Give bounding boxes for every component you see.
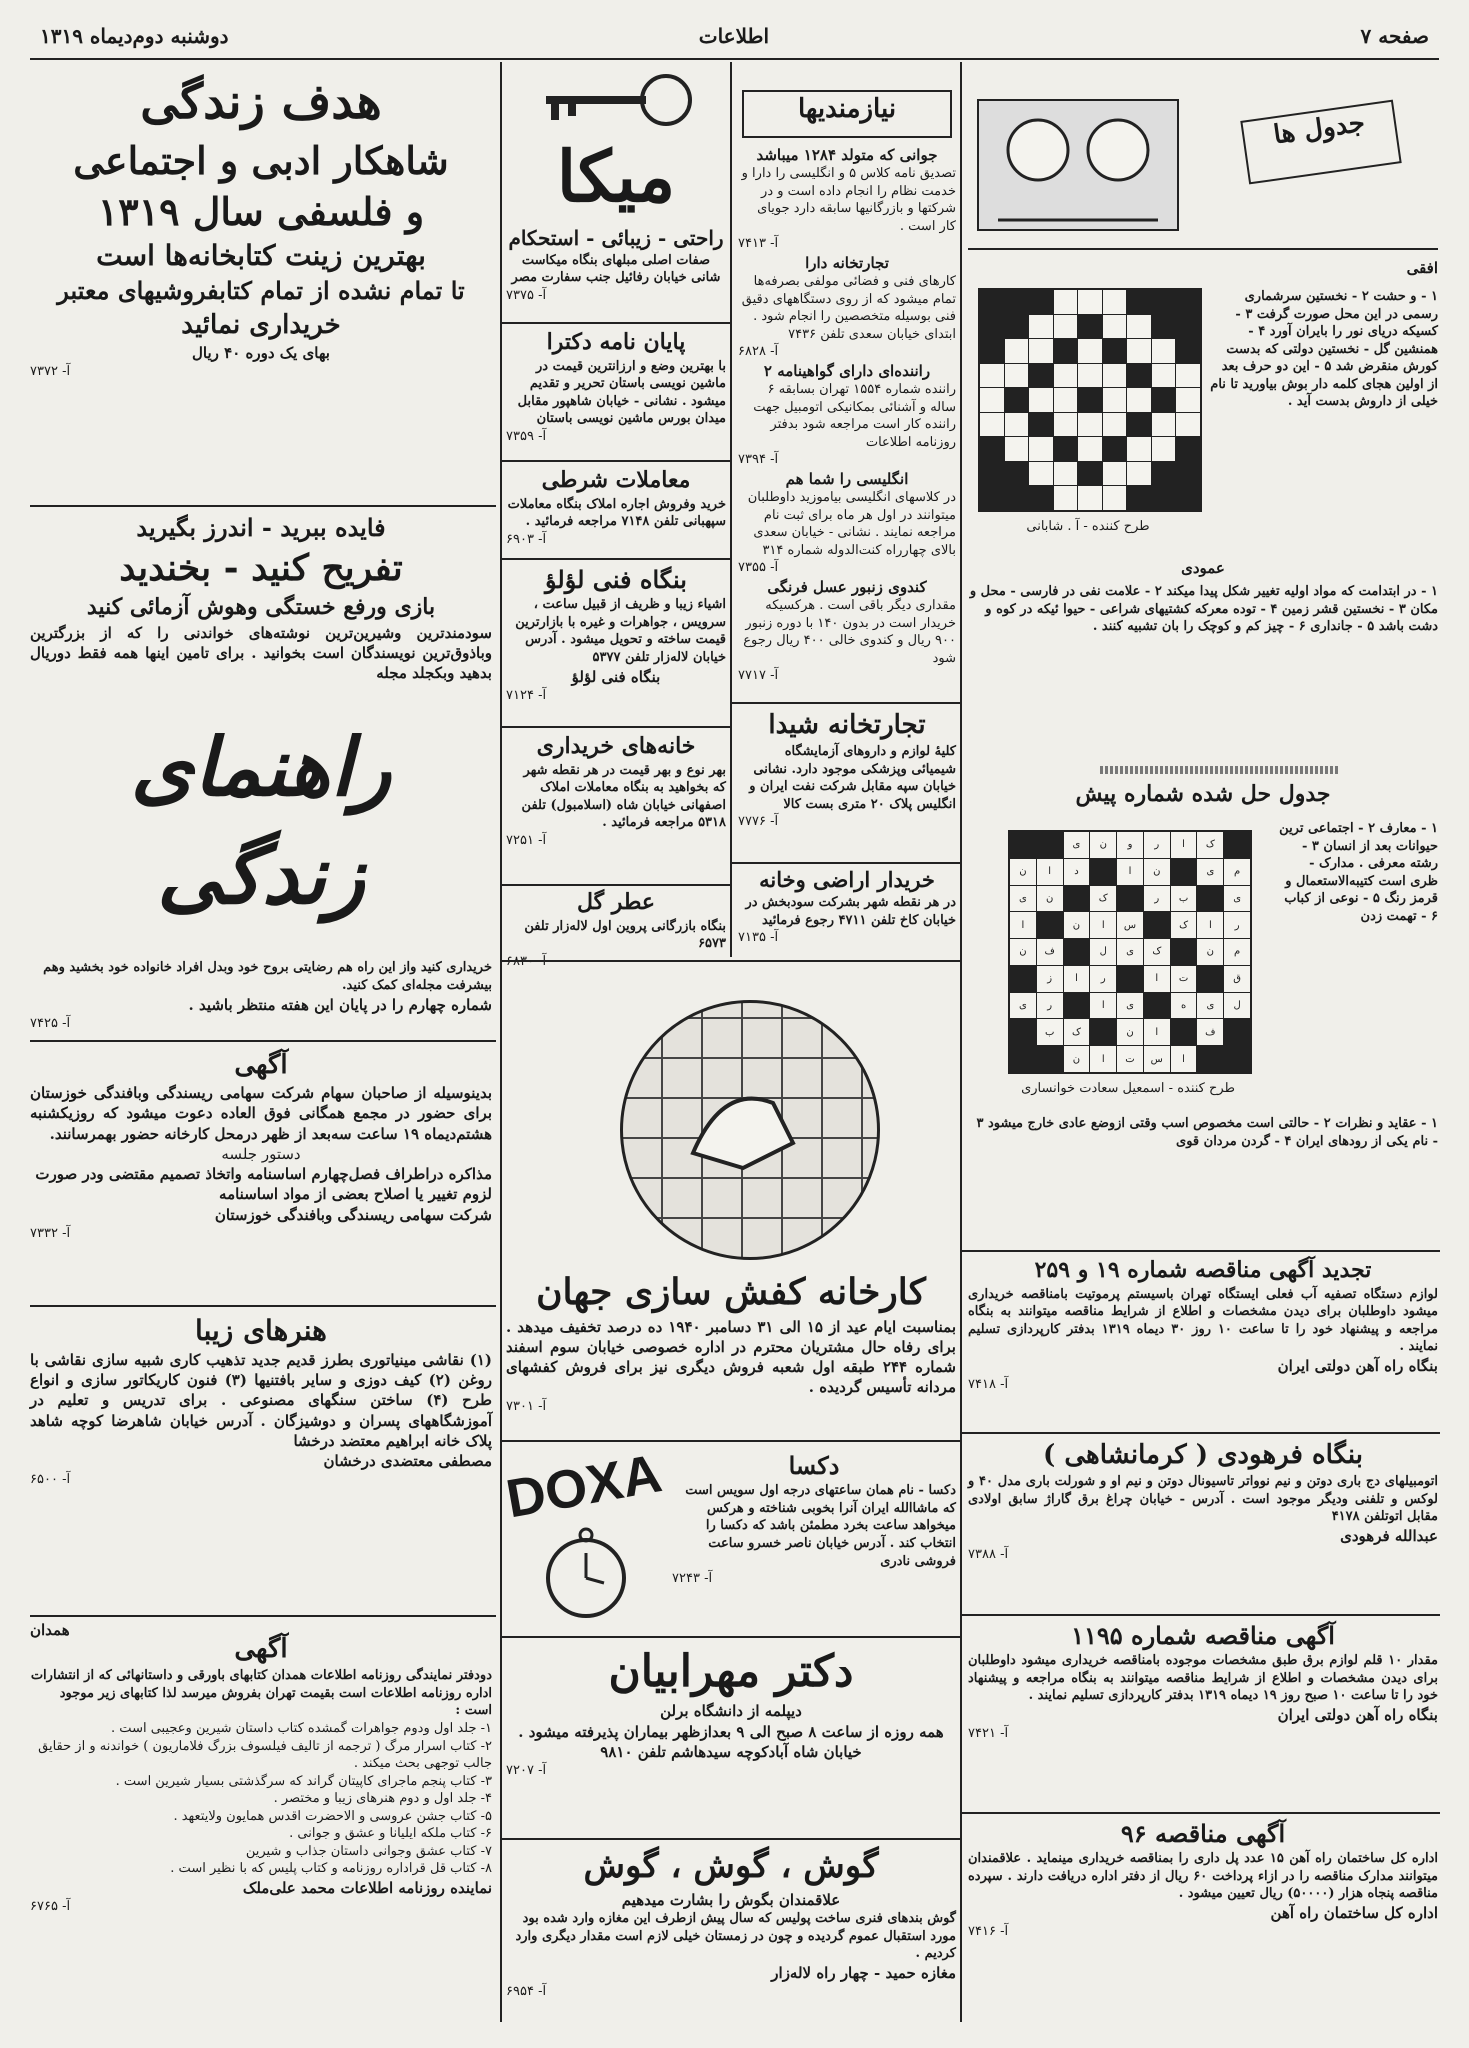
ad-line: شاهکار ادبی و اجتماعی: [73, 137, 449, 183]
list-item: ۸- کتاب قل قراداره روزنامه و کتاب پلیس که با نظیر است .: [170, 1861, 492, 1877]
ad-honarhaye-ziba: [30, 1312, 492, 1612]
ad-subtitle: دستور جلسه: [221, 1144, 301, 1163]
ad-code: آ- ۷۲۰۷: [506, 1763, 547, 1779]
ad-code: آ- ۷۳۳۲: [30, 1225, 71, 1241]
section-title: جدول ها: [1271, 107, 1367, 151]
ad-body: بنگاه بازرگانی پروین اول لاله‌زار تلفن ۶۵۷۳: [524, 918, 726, 952]
ad-title: تجارتخانه دارا: [805, 253, 889, 272]
ad-title: خانه‌های خریداری: [536, 733, 696, 759]
ad-title: انگلیسی را شما هم: [785, 469, 909, 488]
ad-sign: نماینده روزنامه اطلاعات محمد علی‌ملک: [242, 1878, 492, 1897]
list-item: ۷- کتاب عشق وجوانی داستان جذاب و شیرین: [245, 1843, 492, 1859]
ad-title: جوانی که متولد ۱۲۸۴ میباشد: [756, 146, 938, 164]
section-rule: [30, 1615, 496, 1617]
section-rule: [732, 702, 960, 704]
ad-title: معاملات شرطی: [541, 467, 691, 493]
ad-kafsh-jahan: [506, 1268, 956, 1438]
list-item: ۳- کتاب پنجم ماجرای کاپیتان گراند که سرگذشتی بسیار شیرین است .: [115, 1773, 492, 1789]
shoe-icon: [683, 1073, 803, 1183]
ad-line: تا تمام نشده از تمام کتابفروشیهای معتبر: [57, 276, 465, 306]
ad-code: آ- ۶۷۶۵: [30, 1899, 71, 1915]
ad-body: (۱) نقاشی مینیاتوری بطرز قدیم جدید تذهیب کاری شبیه سازی نقاشی با روغن (۲) کیف دوزی و سایر بافتنیها (۳) فنون کاریکاتور سازی و انواع طرح (۴) ساختن سنگهای مصنوعی . برای تدریس و تعلیم در آموزشگاههای پسران و دوشیزگان . آدرس خیابان شاهرضا کوچه شاهد پلاک خانه ابراهیم معتضد درخشا: [30, 1350, 492, 1450]
ad-title: هدف زندگی: [140, 74, 382, 130]
ad-body: با بهترین وضع و ارزانترین قیمت در ماشین نویسی باستان تحریر و تقدیم میشود . نشانی - خیابان شاهپور مقابل میدان بورس ماشین نویسی باستان: [517, 358, 726, 427]
ad-body: دودفتر نمایندگی روزنامه اطلاعات همدان کتابهای باورقی و داستانهائی که از انتشارات اداره روزنامه اطلاعات است بقیمت تهران بفروش میرسد لذا کتابهای زیر موجود است :: [30, 1668, 492, 1719]
ad-title: پایان نامه دکترا: [546, 329, 686, 355]
ad-body: اشیاء زیبا و ظریف از قبیل ساعت ، سرویس ، جواهرات و غیره با بازارترین قیمت ساخته و تحویل میشود . آدرس خیابان لاله‌زار تلفن ۵۳۷۷: [515, 597, 726, 666]
ad-code: آ- ۶۵۰۰: [30, 1472, 71, 1488]
brand-name: DOXA: [501, 1443, 666, 1530]
section-rule: [502, 1838, 960, 1840]
ad-niazmandiha: [738, 145, 956, 705]
crossword-clues-current: [968, 258, 1438, 698]
ad-body: سودمندترین وشیرین‌ترین نوشته‌های خواندنی را که از بزرگترین وباذوق‌ترین نویسندگان است بخوانید . برای تامین اینها همه فقط دوریال بدهید وبکجلد مجله: [30, 623, 492, 683]
section-rule: [502, 1440, 960, 1442]
ad-sign: مصطفی معتضدی درخشان: [323, 1452, 492, 1471]
section-rule: [502, 726, 730, 728]
ad-line: و فلسفی سال ۱۳۱۹: [97, 189, 425, 235]
list-item: ۶- کتاب ملکه ایلیانا و عشق و جوانی .: [289, 1826, 492, 1842]
clue-text: ۱ - عقاید و نظرات ۲ - حالتی است مخصوص اسب وقتی ازوضع عادی خارج میشود ۳ - نام یکی از رودهای ایران ۴ - گردن مردان قوی: [976, 1116, 1438, 1149]
section-rule: [962, 1432, 1440, 1434]
ad-body: مقدار ۱۰ قلم لوازم برق طبق مشخصات موجوده بامناقصه خریداری میشود داوطلبان برای دیدن مشخصات و اطلاع از شرایط مناقصه میتوانند به بنگاه مراجعه و پیشنهاد خود را تا ساعت ۱۰ صبح روز ۱۹ دیماه ۱۳۱۹ بدفتر کارپردازی تسلیم نمایند .: [968, 1653, 1439, 1704]
ad-title: آگهی: [234, 1634, 288, 1665]
ad-agenda: مذاکره دراطراف فصل‌چهارم اساسنامه واتخاذ تصمیم مقتضی ودر صورت لزوم تغییر یا اصلاح بعضی از مواد اساسنامه: [35, 1165, 492, 1204]
ad-monaqese-259: [968, 1256, 1438, 1431]
ad-title: دکسا: [788, 1451, 840, 1480]
ad-title: گوش ، گوش ، گوش: [583, 1846, 879, 1886]
section-rule: [502, 322, 730, 324]
section-rule: [502, 460, 730, 462]
section-rule: [502, 960, 960, 962]
ad-code: آ- ۷۳۸۸: [968, 1546, 1009, 1562]
niazmandiha-banner: [742, 90, 952, 138]
ad-hadaf-zendegi: [30, 70, 492, 510]
ad-body: تصدیق نامه کلاس ۵ و انگلیسی را دارا و خدمت نظام را انجام داده است و در شرکتها و بازرگانیها سابقه دارد جویای کار است .: [741, 166, 956, 234]
clue-text: ۱ - و حشت ۲ - نخستین سرشماری رسمی در این محل صورت گرفت ۳ - کسیکه دریای نور را بایران آورد ۴ - همنشین گل - نخستین دولتی که بدست کورش منقرض شد ۵ - این دو حرف بعد از اولین هجای کلمه دار بوش بیاورید تا نام خیلی از داروش بدست آید .: [1210, 289, 1438, 410]
ad-body: همه روزه از ساعت ۸ صبح الی ۹ بعدازظهر بیماران پذیرفته میشود . خیابان شاه آبادکوچه سیدهاشم تلفن ۹۸۱۰: [518, 1722, 944, 1761]
ad-body: کارهای فنی و فضائی مولفی بصرفه‌ها تمام میشود که از روی دستگاههای دقیق فنی بوسیله متخصصین را انجام شود . ابتدای خیابان سعدی تلفن ۷۴۳۶: [741, 274, 956, 342]
ad-body: لوازم دستگاه تصفیه آب فعلی ایستگاه تهران باسیستم پرموتیت بامناقصه خریداری میشود داوطلبان برای دیدن مشخصات و اطلاع از شرایط مناقصه میتوانند به بنگاه مراجعه و پیشنهاد خود را تا ساعت ۱۰ روز ۳۰ دیماه ۱۳۱۹ بدفتر کارپردازی تسلیم نمایند .: [968, 1286, 1438, 1355]
crossword-credit: طرح کننده - اسمعیل سعادت خوانساری: [1021, 1081, 1235, 1096]
list-item: ۲- کتاب اسرار مرگ ( ترجمه از تالیف فیلسوف بزرگ فلاماریون ) خواندنه و از حقایق جالب توجهی بحث میکند .: [38, 1738, 492, 1772]
ad-sign: شرکت سهامی ریسندگی وبافندگی خوزستان: [214, 1205, 492, 1224]
magazine-logo: راهنمای زندگی: [130, 720, 392, 923]
globe-illustration: [620, 1000, 880, 1260]
ad-code: آ- ۷۳۵۹: [506, 428, 547, 444]
ad-sub: علاقمندان بگوش را بشارت میدهیم: [621, 1890, 841, 1909]
crossword-grid: [978, 288, 1202, 512]
ad-code: آ- ۷۳۵۵: [738, 560, 779, 576]
ad-mika: [506, 70, 726, 320]
ad-top: فایده ببرید - اندرز بگیرید: [136, 513, 386, 542]
ad-title: دکتر مهرابیان: [608, 1646, 854, 1697]
paper-name: اطلاعات: [698, 24, 769, 48]
ad-code: آ- ۷۲۵۱: [506, 832, 547, 848]
column-rule: [730, 62, 732, 957]
clue-text: ۱ - در ابتدامت که مواد اولیه تغییر شکل پیدا میکند ۲ - علامت نفی در فارسی - محل و مکان ۳ - نخستین قشر زمین ۴ - توده معرکه کشتیهای شراعی - حیوا ئیکه در کوه و دشت باشد ۵ - جانداری ۶ - چیز کم و کوچک را بان تشبیه کنند .: [969, 584, 1438, 635]
crossword-credit: طرح کننده - آ . شابانی: [1026, 519, 1150, 534]
ad-body: صفات اصلی مبلهای بنگاه میکاست شانی خیابان رفائیل جنب سفارت مصر: [511, 252, 721, 286]
ad-tail: خریداری کنید واز این راه هم رضایتی بروح خود وبدل افراد خانواده خود بخشید وهم بیشرفت مجله‌ای کمک کنید.: [43, 960, 492, 993]
ad-farhoudi: [968, 1438, 1438, 1613]
ad-code: آ- ۷۱۳۵: [738, 930, 779, 946]
ad-line: خریداری نمائید: [181, 309, 341, 340]
ad-atr-gol: [506, 888, 726, 958]
ad-sub: بازی ورفع خستگی وهوش آزمائی کنید: [86, 593, 436, 620]
ad-rahnamaye-zendegi: [30, 512, 492, 1032]
pocket-watch-icon: [536, 1523, 636, 1623]
ad-body: اتومبیلهای دج باری دوتن و نیم نوواتر تاسیونال دوتن و نیم او و شورلت باری مدل ۴۰ و لوکس و تلفنی ودیگر موجود است . آدرس - خیابان چراغ برق گاراژ سابق اولادی مقابل اتوتلفن ۴۱۷۸: [968, 1474, 1438, 1525]
clue-heading: عمودی: [1181, 559, 1225, 577]
section-rule: [962, 1250, 1440, 1252]
list-item: ۵- کتاب جشن عروسی و الاحضرت اقدس همایون ولایتعهد .: [173, 1808, 492, 1824]
ad-code: آ- ۷۳۷۵: [506, 287, 547, 303]
section-rule: [962, 1812, 1440, 1814]
issue-date: دوشنبه دوم‌دیماه ۱۳۱۹: [40, 24, 229, 48]
ad-title: تفریح کنید - بخندید: [119, 547, 403, 590]
section-title: نیازمندیها: [797, 94, 897, 124]
crossword-title-box: [1240, 100, 1401, 185]
ad-title: آگهی مناقصه ۹۶: [1120, 1819, 1286, 1848]
ad-dr-mehrabian: [506, 1642, 956, 1832]
ad-doxa: [672, 1450, 956, 1630]
brand-name: میکا: [556, 135, 676, 218]
list-item: ۴- جلد اول و دوم هنرهای زیبا و مختصر .: [273, 1791, 492, 1807]
ad-monaqese-96: [968, 1818, 1438, 2023]
ad-code: آ- ۷۴۱۳: [738, 236, 779, 252]
crossword-solved: [968, 780, 1438, 1250]
ad-sign: بنگاه فنی لؤلؤ: [571, 667, 661, 686]
ad-title: خریدار اراضی وخانه: [759, 867, 935, 892]
ad-code: آ- ۶۹۰۳: [506, 531, 547, 547]
section-rule: [30, 1040, 496, 1042]
cartoon-illustration: [968, 70, 1188, 240]
separator-x: [1100, 766, 1340, 774]
crossword-grid-solved: ک ا ر و ن ی م ی ن ا د ا ن ی ب ر ک ن ی ر ا ک س ا ن ا م ن ک ی ل ف ن ق ت ا ر ا ز ل ی ه ی ا ر ی ف ا ن ک ب ا س ت ا ن: [1008, 830, 1252, 1074]
ad-code: آ- ۷۳۰۱: [506, 1398, 547, 1414]
section-rule: [962, 1614, 1440, 1616]
crossword-header: [968, 70, 1438, 250]
ad-body: در کلاسهای انگلیسی بیاموزید داوطلبان میتوانند در اول هر ماه برای ثبت نام مراجعه نمایند . نشانی - خیابان سعدی بالای چهارراه کنت‌الدوله شماره ۳۱۴: [747, 490, 956, 558]
ad-title: آگهی: [234, 1050, 288, 1080]
ad-code: آ- ۷۴۲۵: [30, 1015, 71, 1031]
ad-shidaa: [738, 708, 956, 863]
ad-loolo: [506, 564, 726, 724]
clue-text: ۱ - معارف ۲ - اجتماعی ترین حیوانات بعد از انسان ۳ - رشته معرفی . مدارک - ظری است کتیبه‌الاستعمال و قرمز رنگ ۵ - نوعی از کباب ۶ - تهمت زدن: [1279, 821, 1438, 924]
ad-aradi: [738, 866, 956, 958]
section-rule: [732, 862, 960, 864]
ad-code: آ- ۷۷۱۷: [738, 668, 779, 684]
ad-moamelat: [506, 466, 726, 556]
ad-body: گوش بندهای فنری ساخت پولیس که سال پیش ازطرف این مغازه وارد شده بود مورد استقبال عموم گردیده و چون در زمستان خیلی لازم است مقدار دیگری وارد کردیم .: [515, 1911, 956, 1962]
ad-title: هنرهای زیبا: [195, 1314, 327, 1347]
ad-title: عطر گل: [576, 889, 656, 915]
ad-code: آ- ۷۲۴۳: [672, 1571, 713, 1587]
ad-notice: شماره چهارم را در پایان این هفته منتظر باشید .: [188, 995, 492, 1014]
ad-body: کلیهٔ لوازم و داروهای آزمایشگاه شیمیائی وپزشکی موجود دارد. نشانی خیابان سپه مقابل شرکت نفت ایران و انگلیس پلاک ۲۰ متری بست کالا: [749, 744, 956, 812]
ad-body: خرید وفروش اجاره املاک بنگاه معاملات سپهبانی تلفن ۷۱۴۸ مراجعه فرمائید .: [507, 496, 726, 530]
doxa-logo: [501, 1443, 666, 1630]
ad-code: آ- ۶۹۵۴: [506, 1984, 547, 2000]
ad-body: بمناسبت ایام عید از ۱۵ الی ۳۱ دسامبر ۱۹۴۰ ده درصد تخفیف میدهد . برای رفاه حال مشتریان محترم در اداره خصوصی خیابان سوم اسفند شماره ۲۴۴ طبقه اول شعبه فروش دیگری نیز برای فروش کفشهای مردانه تأسیس گردیده .: [506, 1317, 957, 1397]
ad-hamadan: [30, 1620, 492, 2020]
ad-title: تجارتخانه شیدا: [768, 710, 926, 740]
ad-code: آ- ۶۸۲۸: [738, 344, 779, 360]
page-number: صفحه ۷: [1360, 24, 1429, 48]
ad-title: کندوی زنبور عسل فرنگی: [767, 577, 927, 596]
section-rule: [502, 558, 730, 560]
ad-title: آگهی مناقصه شماره ۱۱۹۵: [1071, 1621, 1335, 1650]
section-rule: [502, 884, 730, 886]
ad-body: بهر نوع و بهر قیمت در هر نقطه شهر که بخواهید به بنگاه معاملات املاک اصفهانی خیابان شاه (اسلامبول) تلفن ۵۳۱۸ مراجعه فرمائید .: [521, 762, 726, 831]
column-rule: [960, 62, 962, 2022]
section-rule: [30, 505, 496, 507]
ad-code: آ- ۷۷۷۶: [738, 814, 779, 830]
list-item: ۱- جلد اول ودوم جواهرات گمشده کتاب داستان شیرین وعجیبی است .: [111, 1720, 492, 1736]
header-rule: [30, 58, 1439, 60]
ad-title: تجدید آگهی مناقصه شماره ۱۹ و ۲۵۹: [1034, 1257, 1372, 1283]
ad-body: اداره کل ساختمان راه آهن ۱۵ عدد پل داری را بمناقصه خریداری مینماید . علاقمندان میتوانند مدارک مناقصه را در ازاء پرداخت ۶۰ ریال از دفتر اداره دریافت دارند . سپرده مناقصه پنجاه هزار (۵۰۰۰۰) ریال تعیین میشود .: [968, 1851, 1439, 1902]
ad-code: آ- ۷۴۲۱: [968, 1726, 1009, 1742]
ad-body: در هر نقطه شهر بشرکت سودبخش در خیابان کاخ تلفن ۴۷۱۱ رجوع فرمائید: [745, 895, 956, 928]
ad-code: آ- ۷۴۱۶: [968, 1924, 1009, 1940]
ad-line: بهترین زینت کتابخانه‌ها است: [96, 239, 426, 273]
ad-goosh: [506, 1844, 956, 2024]
ad-title: راننده‌ای دارای گواهینامه ۲: [763, 361, 931, 380]
column-rule: [500, 62, 502, 2022]
ad-sign: اداره کل ساختمان راه آهن: [1270, 1904, 1438, 1923]
ad-code: آ- ۷۳۹۴: [738, 452, 779, 468]
ad-code: آ- ۷۳۷۲: [30, 363, 71, 379]
ad-khanehha: [506, 732, 726, 882]
ad-slogan: راحتی - زیبائی - استحکام: [508, 225, 724, 250]
section-rule: [30, 1305, 496, 1307]
ad-title: کارخانه کفش سازی جهان: [536, 1271, 926, 1313]
ad-sub: دیپلمه از دانشگاه برلن: [660, 1702, 802, 1721]
ad-code: آ- ۷۱۲۴: [506, 687, 547, 703]
ad-title: بنگاه فنی لؤلؤ: [545, 565, 687, 594]
ad-payan-name: [506, 328, 726, 458]
ad-sign: عبدالله فرهودی: [1340, 1526, 1438, 1545]
ad-body: دکسا - نام همان ساعتهای درجه اول سویس است که ماشاالله ایران آنرا بخوبی شناخته و هرکس میخواهد ساعت بخرد مطمئن باشد که دکسا را انتخاب کند . آدرس خیابان ناصر خسرو ساعت فروشی نادری: [685, 1483, 956, 1569]
clue-heading: افقی: [1406, 259, 1438, 277]
ad-code: آ- ۷۴۱۸: [968, 1377, 1009, 1393]
section-title: جدول حل شده شماره پیش: [1075, 781, 1331, 807]
ad-monaqese-1195: [968, 1620, 1438, 1810]
ad-title: بنگاه فرهودی ( کرمانشاهی ): [1043, 1440, 1363, 1470]
ad-sign: مغازه حمید - چهار راه لاله‌زار: [771, 1963, 956, 1982]
ad-city: همدان: [30, 1621, 70, 1639]
section-rule: [502, 1636, 960, 1638]
ad-body: بدینوسیله از صاحبان سهام شرکت سهامی ریسندگی وبافندگی خوزستان برای حضور در مجمع همگانی فوق العاده دعوت میشود که روزیکشنبه هشتم‌دیماه ۱۹ ساعت سه‌بعد از ظهر درمحل کارخانه حضور بهمرسانند.: [30, 1084, 492, 1143]
ad-body: راننده شماره ۱۵۵۴ تهران بسابقه ۶ ساله و آشنائی بمکانیکی اتومبیل جهت راننده کار است مراجعه شود بدفتر روزنامه اطلاعات: [753, 382, 956, 450]
ad-sahami-notice: [30, 1048, 492, 1298]
ad-sign: بنگاه راه آهن دولتی ایران: [1277, 1356, 1438, 1375]
ad-sign: بنگاه راه آهن دولتی ایران: [1277, 1706, 1438, 1725]
ad-body: مقداری دیگر باقی است . هرکسیکه خریدار است در بدون ۱۴۰ با دوره زنبور ۹۰۰ ریال و کندوی خالی ۴۰۰ ریال رجوع شود: [743, 598, 956, 666]
ad-price: بهای یک دوره ۴۰ ریال: [192, 343, 330, 362]
